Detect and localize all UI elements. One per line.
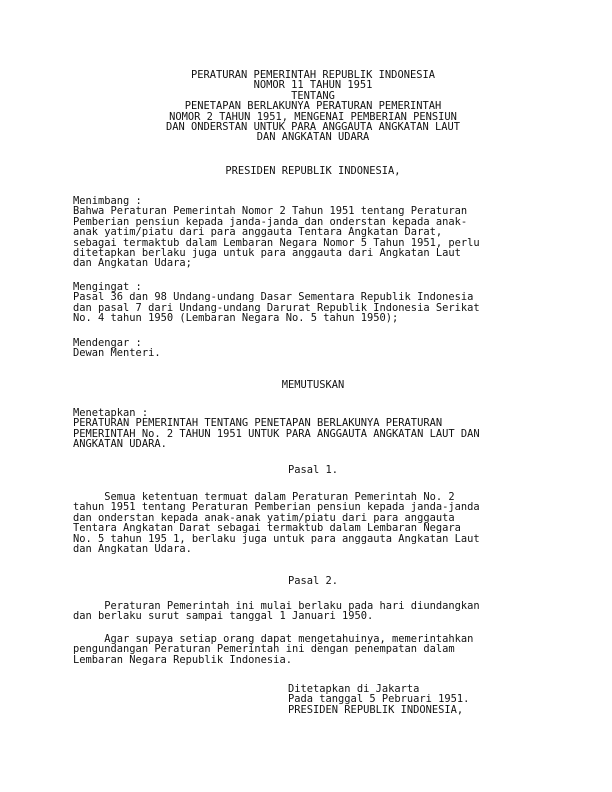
text-line: Peraturan Pemerintah ini mulai berlaku pada hari diundangkan	[73, 600, 480, 612]
header-line: NOMOR 11 TAHUN 1951	[253, 79, 373, 92]
header-line: DAN ONDERSTAN UNTUK PARA ANGGAUTA ANGKATAN LAUT	[165, 120, 461, 133]
pasal-1-body	[73, 492, 553, 554]
text-line: Tentara Angkatan Darat sebagai termaktub dalam Lembaran Negara	[73, 522, 461, 535]
section-label: Menimbang :	[73, 195, 142, 207]
text-line: Pasal 36 dan 98 Undang-undang Dasar Sementara Republik Indonesia	[73, 291, 474, 304]
header-line: TENTANG	[291, 89, 335, 102]
text-line: dan Angkatan Udara.	[73, 542, 192, 555]
menetapkan-section	[73, 408, 553, 450]
text-line: pengundangan Peraturan Pemerintah ini dengan penempatan dalam	[73, 643, 455, 656]
pasal-2-paragraph-1	[73, 601, 553, 622]
president-line: PRESIDEN REPUBLIK INDONESIA,	[225, 165, 401, 177]
text-line: No. 5 tahun 195 1, berlaku juga untuk para anggauta Angkatan Laut	[73, 532, 480, 545]
text-line: ditetapkan berlaku juga untuk para anggauta dari Angkatan Laut	[73, 246, 461, 259]
header-line: DAN ANGKATAN UDARA	[256, 131, 370, 144]
menimbang-section	[73, 196, 553, 269]
pasal-title-line: Pasal 1.	[287, 464, 339, 476]
text-line: sebagai termaktub dalam Lembaran Negara Nomor 5 Tahun 1951, perlu	[73, 236, 480, 249]
document-header	[73, 70, 553, 143]
text-line: Agar supaya setiap orang dapat mengetahuinya, memerintahkan	[73, 633, 474, 645]
president-heading	[73, 166, 553, 176]
header-line: NOMOR 2 TAHUN 1951, MENGENAI PEMBERIAN PENSIUN	[169, 110, 457, 123]
text-line: dan onderstan kepada anak-anak yatim/piatu dari para anggauta	[73, 511, 455, 524]
text-line: Bahwa Peraturan Pemerintah Nomor 2 Tahun 1951 tentang Peraturan	[73, 205, 468, 218]
mengingat-section	[73, 282, 553, 324]
pasal-title-line: Pasal 2.	[287, 575, 339, 587]
text-line: dan pasal 7 dari Undang-undang Darurat Republik Indonesia Serikat	[73, 301, 480, 314]
pasal-2-paragraph-2	[73, 634, 553, 665]
memutuskan-line: MEMUTUSKAN	[281, 379, 345, 391]
header-line: PENETAPAN BERLAKUNYA PERATURAN PEMERINTAH	[184, 100, 442, 113]
pasal-1-title	[73, 465, 553, 475]
memutuskan-heading	[73, 380, 553, 390]
text-line: dan Angkatan Udara;	[73, 257, 192, 270]
mendengar-section	[73, 338, 553, 359]
signature-line: PRESIDEN REPUBLIK INDONESIA,	[288, 703, 464, 716]
signature-line: Pada tanggal 5 Pebruari 1951.	[288, 693, 470, 706]
header-line: PERATURAN PEMERINTAH REPUBLIK INDONESIA	[191, 69, 435, 81]
text-line: PERATURAN PEMERINTAH TENTANG PENETAPAN BERLAKUNYA PERATURAN	[73, 417, 443, 430]
text-line: ANGKATAN UDARA.	[73, 438, 167, 451]
text-line: anak yatim/piatu dari para anggauta Tentara Angkatan Darat,	[73, 226, 443, 239]
text-line: dan berlaku surut sampai tanggal 1 Januari 1950.	[73, 610, 374, 623]
section-label: Mengingat :	[73, 281, 142, 293]
text-line: Dewan Menteri.	[73, 347, 161, 360]
text-line: Semua ketentuan termuat dalam Peraturan Pemerintah No. 2	[73, 491, 455, 503]
text-line: PEMERINTAH No. 2 TAHUN 1951 UNTUK PARA ANGGAUTA ANGKATAN LAUT DAN	[73, 427, 480, 440]
text-line: Pemberian pensiun kepada janda-janda dan onderstan kepada anak-	[73, 215, 468, 228]
pasal-2-title	[73, 576, 553, 586]
section-label: Mendengar :	[73, 337, 142, 349]
text-line: No. 4 tahun 1950 (Lembaran Negara No. 5 tahun 1950);	[73, 312, 399, 325]
text-line: Lembaran Negara Republik Indonesia.	[73, 653, 292, 666]
text-line: tahun 1951 tentang Peraturan Pemberian pensiun kepada janda-janda	[73, 501, 480, 514]
signature-block	[288, 684, 548, 715]
signature-line: Ditetapkan di Jakarta	[288, 683, 420, 695]
section-label: Menetapkan :	[73, 407, 149, 419]
